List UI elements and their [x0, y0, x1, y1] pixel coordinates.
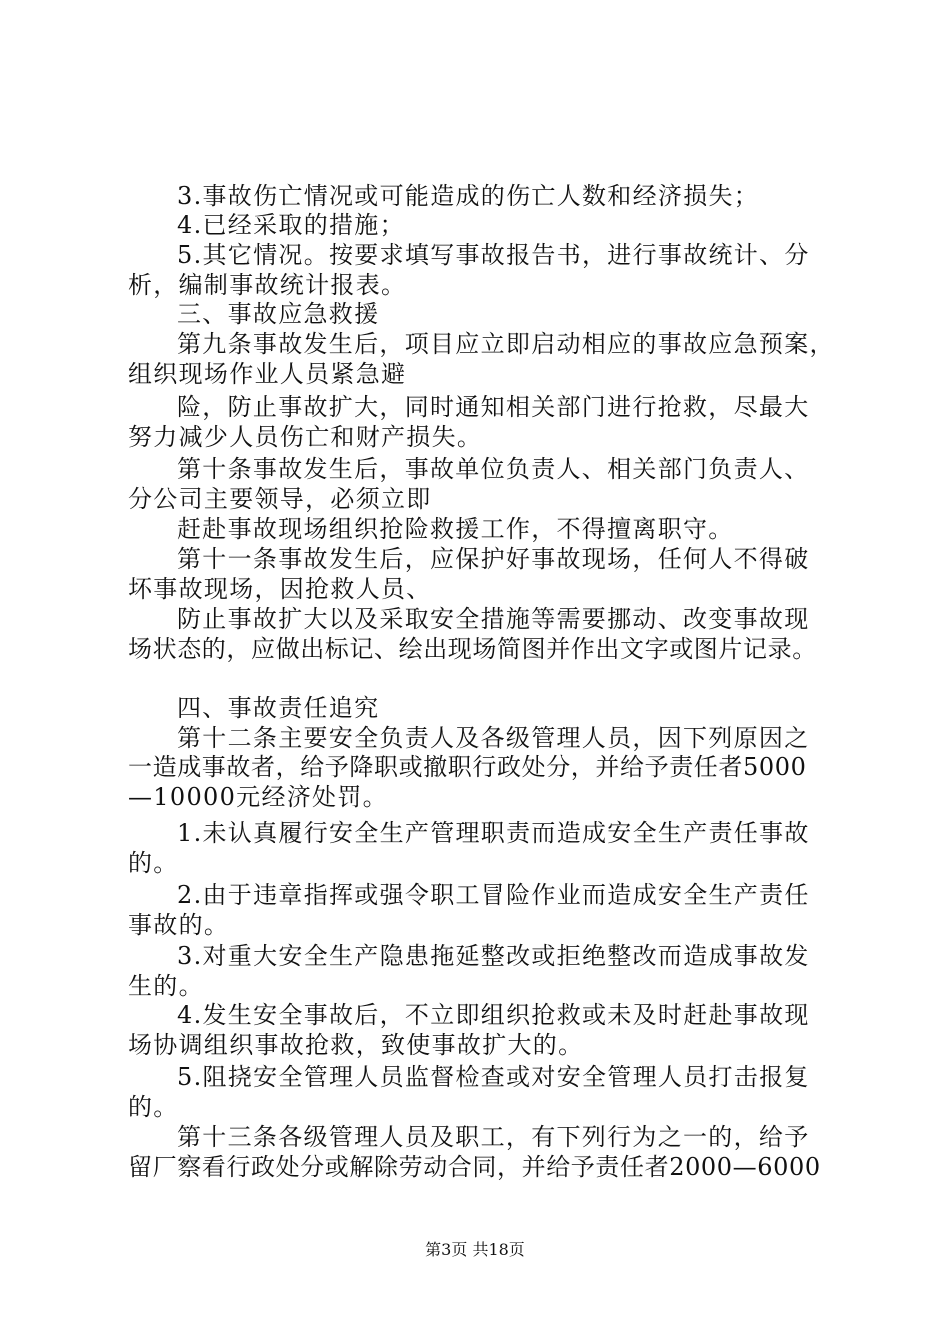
body-line: —10000元经济处罚。 — [128, 783, 388, 811]
body-line: 5.其它情况。按要求填写事故报告书，进行事故统计、分 — [177, 241, 810, 269]
body-line: 4.发生安全事故后，不立即组织抢救或未及时赶赴事故现 — [177, 1001, 810, 1029]
body-line: 5.阻挠安全管理人员监督检查或对安全管理人员打击报复 — [177, 1063, 810, 1091]
body-line: 事故的。 — [128, 911, 230, 939]
body-line: 第十三条各级管理人员及职工，有下列行为之一的，给予 — [177, 1123, 810, 1151]
body-line: 第十二条主要安全负责人及各级管理人员，因下列原因之 — [177, 724, 810, 752]
body-line: 第九条事故发生后，项目应立即启动相应的事故应急预案， — [177, 330, 835, 358]
body-line: 3.对重大安全生产隐患拖延整改或拒绝整改而造成事故发 — [177, 942, 810, 970]
body-line: 险，防止事故扩大，同时通知相关部门进行抢救，尽最大 — [177, 393, 810, 421]
body-line: 生的。 — [128, 972, 204, 1000]
body-line: 第十一条事故发生后，应保护好事故现场，任何人不得破 — [177, 545, 810, 573]
body-line: 第十条事故发生后，事故单位负责人、相关部门负责人、 — [177, 455, 810, 483]
body-line: 析，编制事故统计报表。 — [128, 271, 407, 299]
body-line: 4.已经采取的措施； — [177, 211, 405, 239]
body-line: 场协调组织事故抢救，致使事故扩大的。 — [128, 1031, 584, 1059]
body-line: 留厂察看行政处分或解除劳动合同，并给予责任者2000—6000 — [128, 1153, 821, 1181]
body-line: 防止事故扩大以及采取安全措施等需要挪动、改变事故现 — [177, 605, 810, 633]
section-heading: 四、事故责任追究 — [177, 694, 380, 722]
body-line: 场状态的，应做出标记、绘出现场简图并作出文字或图片记录。 — [128, 635, 817, 663]
section-heading: 三、事故应急救援 — [177, 300, 380, 328]
body-line: 一造成事故者，给予降职或撤职行政处分，并给予责任者5000 — [128, 753, 807, 781]
body-line: 组织现场作业人员紧急避 — [128, 360, 407, 388]
body-line: 努力减少人员伤亡和财产损失。 — [128, 423, 483, 451]
body-line: 2.由于违章指挥或强令职工冒险作业而造成安全生产责任 — [177, 881, 810, 909]
body-line: 1.未认真履行安全生产管理职责而造成安全生产责任事故 — [177, 819, 810, 847]
body-line: 坏事故现场，因抢救人员、 — [128, 575, 432, 603]
page-number: 第3页 共18页 — [425, 1240, 525, 1259]
body-line: 赶赴事故现场组织抢险救援工作，不得擅离职守。 — [177, 515, 734, 543]
body-line: 的。 — [128, 849, 179, 877]
body-line: 的。 — [128, 1093, 179, 1121]
body-line: 分公司主要领导，必须立即 — [128, 485, 432, 513]
body-line: 3.事故伤亡情况或可能造成的伤亡人数和经济损失； — [177, 182, 760, 210]
